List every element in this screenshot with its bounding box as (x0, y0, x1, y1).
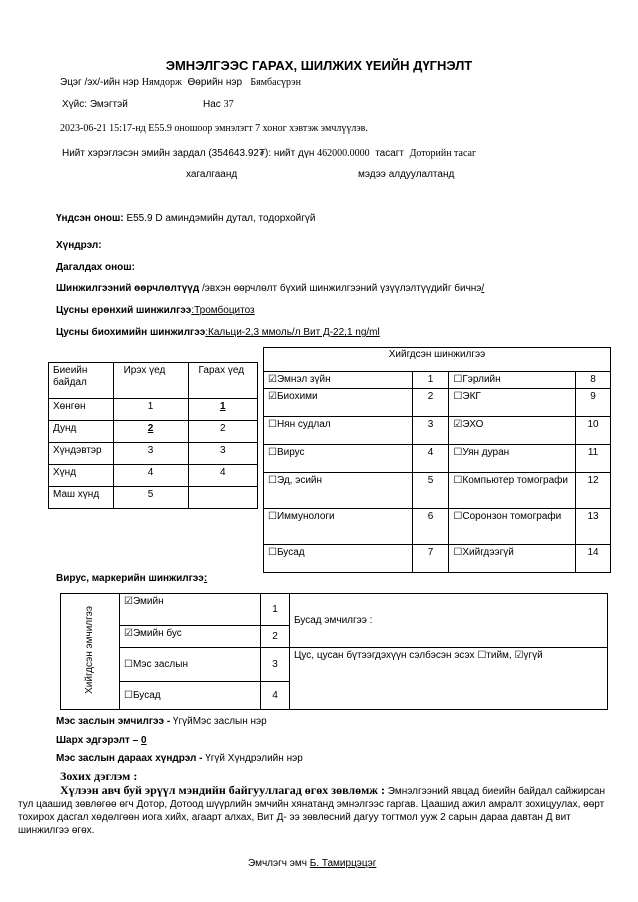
complication-label: Хүндрэл: (56, 240, 102, 251)
own-name-value: Бямбасүрэн (250, 77, 301, 88)
admission-value: 1 (113, 399, 188, 421)
discharge-value (188, 487, 257, 509)
test-changes-end: / (481, 283, 485, 294)
wound-value: 0 (140, 735, 147, 746)
cost-row (62, 148, 476, 159)
exam-number: 6 (412, 509, 449, 545)
discharge-value: 3 (188, 443, 257, 465)
exam-item: ☐Вирус (264, 445, 413, 473)
condition-label: Дунд (49, 421, 114, 443)
own-name-label: Өөрийн нэр (187, 77, 243, 88)
recommendation-body: Эмнэлгээний явцад биеийн байдал сайжирсан тул цаашид зөвлөгөө өгч Дотор, Дотоод шүүрлийн эмчийн хянатанд эмнэлгээс гаргав. Цаашид ажил амралт зохицуулах, өөрт тохирох дасгал хөдөлгөөн иога хийх, агаарт алхах, Вит Д- ээ зөвлөсний дагуу тогтмол ууж 2 сарын дараа давтан Д вит шинжилгээ өгөх. (18, 786, 606, 836)
wound-row (56, 735, 147, 746)
patient-name-row (60, 77, 301, 88)
exam-number: 5 (412, 473, 449, 509)
treatment-item: ☑Эмийн бус (120, 626, 261, 648)
admission-value: 4 (113, 465, 188, 487)
exam-item: ☐Эд, эсийн (264, 473, 413, 509)
discharge-value: 1 (188, 399, 257, 421)
other-treatment: Бусад эмчилгээ : (290, 594, 608, 648)
stay-days: 7 (255, 123, 261, 134)
recommendation (18, 784, 622, 837)
treatment-side-label-cell (61, 594, 120, 710)
age-label: Нас (203, 99, 221, 110)
cost-dept: Доторийн тасаг (409, 148, 477, 159)
exam-item: ☐Хийгдээгүй (449, 545, 576, 573)
exam-item: ☑ЭХО (449, 417, 576, 445)
cost-sub-left: хагалгаанд (186, 169, 238, 180)
main-diagnosis-value: E55.9 D аминдэмийн дутал, тодорхойгүй (126, 213, 316, 224)
discharge-header: Гарах үед (188, 363, 257, 399)
page-title: ЭМНЭЛГЭЭС ГАРАХ, ШИЛЖИХ ҮЕИЙН ДҮГНЭЛТ (165, 58, 473, 73)
wound-label: Шарх эдгэрэлт – (56, 735, 139, 746)
recommendation-lead: Хүлээн авч буй эрүүл мэндийн байгууллагад өгөх зөвлөмж : (60, 783, 386, 797)
secondary-diagnosis-label: Дагалдах онош: (56, 262, 135, 273)
virus-marker-colon: : (203, 573, 208, 584)
treatment-number: 1 (261, 594, 290, 626)
admission-value: 5 (113, 487, 188, 509)
doctor-name: Б. Тамирцэцэг (309, 858, 377, 869)
exam-number: 7 (412, 545, 449, 573)
doctor-label: Эмчлэгч эмч (248, 858, 307, 869)
post-surgery-value: Үгүй Хүндрэлийн нэр (202, 753, 303, 764)
post-surgery-complication (56, 753, 303, 764)
condition-label: Маш хүнд (49, 487, 114, 509)
condition-label: Хүндэвтэр (49, 443, 114, 465)
treatment-item: ☑Эмийн (120, 594, 261, 626)
test-changes (56, 283, 484, 294)
stay-text1: -нд (131, 123, 146, 134)
father-name-label: Эцэг /эх/-ийн нэр (60, 77, 139, 88)
exam-number: 4 (412, 445, 449, 473)
exam-number: 1 (412, 372, 449, 389)
exam-item: ☐Соронзон томографи (449, 509, 576, 545)
exam-number: 11 (576, 445, 611, 473)
treatment-item: ☐Мэс заслын (120, 648, 261, 682)
condition-label: Хүнд (49, 465, 114, 487)
exam-number: 8 (576, 372, 611, 389)
exam-number: 13 (576, 509, 611, 545)
condition-header: Биеийн байдал (49, 363, 114, 399)
blood-biochem (56, 327, 380, 338)
exam-number: 10 (576, 417, 611, 445)
stay-code: E55.9 (148, 123, 172, 134)
cost-label: Нийт хэрэглэсэн эмийн зардал (354643.92₮): нийт дүн (62, 148, 315, 159)
blood-general-value: :Тромбоцитоз (191, 305, 255, 316)
sex-row (62, 99, 128, 110)
admission-value: 3 (113, 443, 188, 465)
complication (56, 240, 102, 251)
age-value: 37 (223, 99, 234, 110)
test-changes-label: Шинжилгээний өөрчлөлтүүд (56, 283, 200, 294)
exam-item: ☐Нян судлал (264, 417, 413, 445)
discharge-value: 4 (188, 465, 257, 487)
stay-row (60, 123, 368, 134)
stay-text2: оношоор эмнэлэгт (174, 123, 253, 134)
surgery-row (56, 716, 267, 727)
exam-item: ☑Биохими (264, 389, 413, 417)
surgery-label: Мэс заслын эмчилгээ - (56, 716, 171, 727)
admission-value: 2 (113, 421, 188, 443)
treatment-number: 2 (261, 626, 290, 648)
discharge-value: 2 (188, 421, 257, 443)
surgery-value: ҮгүйМэс заслын нэр (170, 716, 267, 727)
exams-header: Хийгдсэн шинжилгээ (264, 348, 611, 372)
sex-label: Хүйс: (62, 99, 88, 110)
cost-label2: тасагт (375, 148, 405, 159)
cost-amount: 462000.0000 (317, 148, 370, 159)
post-surgery-label: Мэс заслын дараах хүндрэл - (56, 753, 203, 764)
virus-marker-label: Вирус, маркерийн шинжилгээ (56, 573, 204, 584)
treatment-side-label: Хийгдсэн эмчилгээ (84, 605, 95, 694)
exam-number: 2 (412, 389, 449, 417)
sex-value: Эмэгтэй (89, 99, 128, 110)
admission-header: Ирэх үед (113, 363, 188, 399)
exam-item: ☐Иммунологи (264, 509, 413, 545)
secondary-diagnosis (56, 262, 135, 273)
exam-item: ☐Компьютер томографи (449, 473, 576, 509)
exam-number: 12 (576, 473, 611, 509)
exam-number: 3 (412, 417, 449, 445)
treatment-table (60, 593, 608, 710)
treatment-number: 3 (261, 648, 290, 682)
regimen-heading: Зохих дэглэм : (60, 769, 138, 783)
age-row (203, 99, 234, 110)
main-diagnosis (56, 213, 315, 224)
test-changes-value: /эвхэн өөрчлөлт бүхий шинжилгээний үзүүлэлтүүдийг бичнэ (199, 283, 482, 294)
treatment-number: 4 (261, 682, 290, 710)
exam-item: ☐Уян дуран (449, 445, 576, 473)
exam-number: 14 (576, 545, 611, 573)
blood-transfusion: Цус, цусан бүтээгдэхүүн сэлбэсэн эсэх ☐тийм, ☑үгүй (290, 648, 608, 710)
blood-general-label: Цусны ерөнхий шинжилгээ (56, 305, 192, 316)
stay-text3: хоног хэвтэж эмчлүүлэв. (262, 123, 368, 134)
exam-number: 9 (576, 389, 611, 417)
exam-item: ☐ЭКГ (449, 389, 576, 417)
exam-item: ☑Эмнэл зүйн (264, 372, 413, 389)
stay-date: 2023-06-21 15:17 (60, 123, 132, 134)
exam-item: ☐Гэрлийн (449, 372, 576, 389)
cost-sub-right: мэдээ алдуулалтанд (358, 169, 455, 180)
condition-table (48, 362, 258, 509)
blood-biochem-label: Цусны биохимийн шинжилгээ (56, 327, 206, 338)
doctor-signature (248, 858, 376, 869)
treatment-item: ☐Бусад (120, 682, 261, 710)
main-diagnosis-label: Үндсэн онош: (56, 213, 124, 224)
exam-item: ☐Бусад (264, 545, 413, 573)
exams-table (263, 347, 611, 573)
blood-general (56, 305, 255, 316)
blood-biochem-value: :Кальци-2,3 ммоль/л Вит Д-22,1 ng/ml (205, 327, 380, 338)
condition-label: Хөнгөн (49, 399, 114, 421)
virus-marker-heading (56, 573, 207, 584)
father-name-value: Нямдорж (141, 77, 182, 88)
